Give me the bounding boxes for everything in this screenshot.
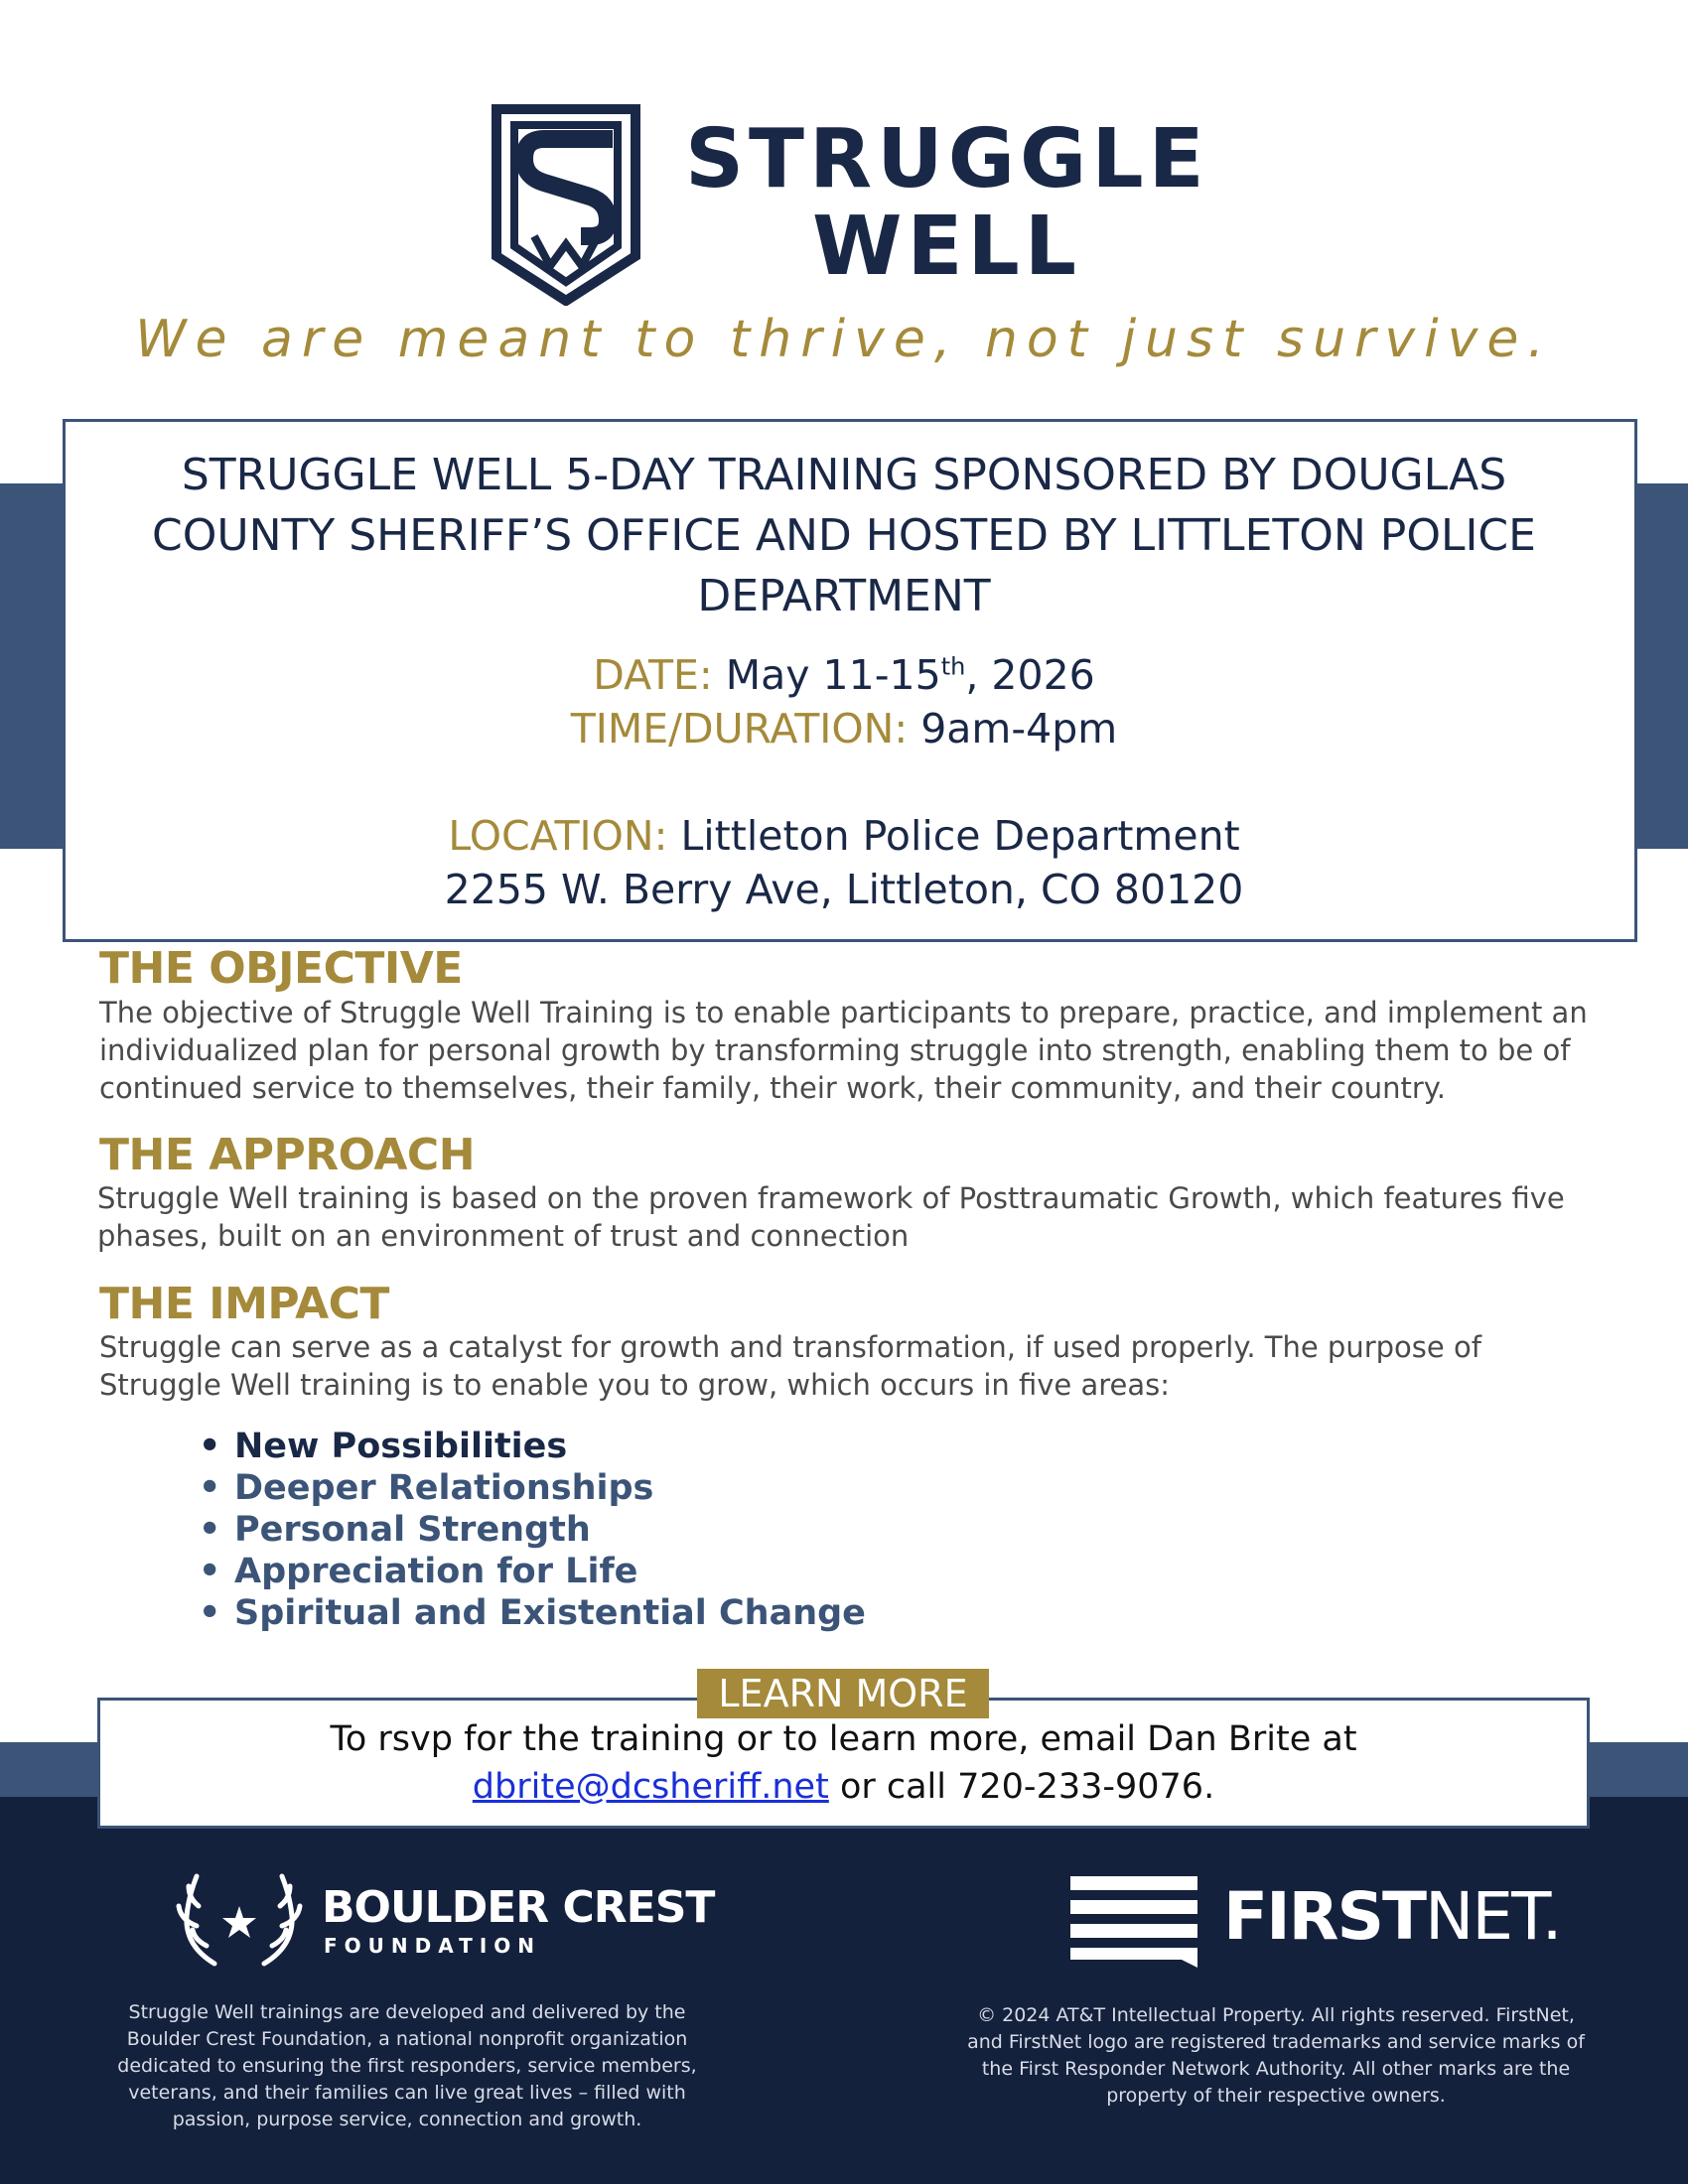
event-title: STRUGGLE WELL 5-DAY TRAINING SPONSORED BY DOUGLAS COUNTY SHERIFF’S OFFICE AND HOSTED BY LITTLETON POLICE DEPARTMENT bbox=[152, 450, 1536, 621]
event-location bbox=[0, 812, 1688, 860]
approach-body: Struggle Well training is based on the proven framework of Posttraumatic Growth, which features five phases, built on an environment of trust and connection bbox=[97, 1181, 1565, 1253]
boulder-crest-subtitle: FOUNDATION bbox=[324, 1934, 541, 1958]
bullet-icon: • bbox=[199, 1468, 221, 1508]
event-address: 2255 W. Berry Ave, Littleton, CO 80120 bbox=[444, 866, 1244, 913]
objective-heading: THE OBJECTIVE bbox=[99, 943, 463, 994]
impact-list bbox=[199, 1426, 866, 1634]
struggle-well-shield-logo bbox=[487, 97, 645, 306]
list-item: • Spiritual and Existential Change bbox=[199, 1593, 866, 1633]
bullet-icon: • bbox=[199, 1510, 221, 1550]
rsvp-text: To rsvp for the training or to learn more, email Dan Brite at bbox=[330, 1719, 1357, 1759]
impact-body: Struggle can serve as a catalyst for growth and transformation, if used properly. The purpose of Struggle Well training is to enable you to grow, which occurs in five areas: bbox=[99, 1330, 1481, 1402]
event-date bbox=[0, 651, 1688, 699]
approach-heading: THE APPROACH bbox=[99, 1130, 476, 1180]
learn-more-button[interactable]: LEARN MORE bbox=[697, 1669, 989, 1718]
bullet-icon: • bbox=[199, 1427, 221, 1466]
impact-heading: THE IMPACT bbox=[99, 1279, 389, 1329]
time-label: TIME/DURATION: bbox=[570, 705, 909, 752]
brand-name-line2: WELL bbox=[812, 200, 1081, 294]
brand-name-line1: STRUGGLE bbox=[685, 112, 1209, 206]
firstnet-wordmark: FIRSTNET. bbox=[1223, 1878, 1561, 1955]
list-item: • Appreciation for Life bbox=[199, 1552, 638, 1591]
list-item: • Deeper Relationships bbox=[199, 1468, 654, 1508]
rsvp-contact-line bbox=[97, 1767, 1590, 1807]
rsvp-phone-text: or call 720-233-9076. bbox=[828, 1767, 1215, 1807]
date-label: DATE: bbox=[593, 651, 713, 699]
date-value: May 11-15th, 2026 bbox=[725, 651, 1095, 699]
rsvp-email-link[interactable]: dbrite@dcsheriff.net bbox=[472, 1767, 829, 1807]
location-label: LOCATION: bbox=[448, 812, 668, 860]
antlers-star-icon bbox=[175, 1866, 304, 1971]
firstnet-copyright-note: © 2024 AT&T Intellectual Property. All rights reserved. FirstNet, and FirstNet logo are registered trademarks and service marks of the First Responder Network Authority. All other marks are the property of their respective owners. bbox=[967, 2004, 1585, 2107]
objective-body: The objective of Struggle Well Training is to enable participants to prepare, practice, and implement an individualized plan for personal growth by transforming struggle into strength, enabling them to be of continued service to themselves, their family, their work, their community, and their country. bbox=[99, 996, 1588, 1105]
list-item: • Personal Strength bbox=[199, 1510, 591, 1550]
time-value: 9am-4pm bbox=[920, 705, 1118, 752]
tagline: We are meant to thrive, not just survive. bbox=[135, 310, 1553, 369]
list-item: • New Possibilities bbox=[199, 1427, 568, 1466]
boulder-crest-name: BOULDER CREST bbox=[322, 1882, 715, 1933]
location-value: Littleton Police Department bbox=[680, 812, 1240, 860]
event-time bbox=[0, 705, 1688, 752]
firstnet-flag-icon bbox=[1070, 1876, 1197, 1968]
boulder-crest-note: Struggle Well trainings are developed and delivered by the Boulder Crest Foundation, a national nonprofit organization dedicated to ensuring the first responders, service members, veterans, and their families can live great lives – filled with passion, purpose service, connection and growth. bbox=[117, 2001, 697, 2130]
bullet-icon: • bbox=[199, 1593, 221, 1633]
bullet-icon: • bbox=[199, 1552, 221, 1591]
